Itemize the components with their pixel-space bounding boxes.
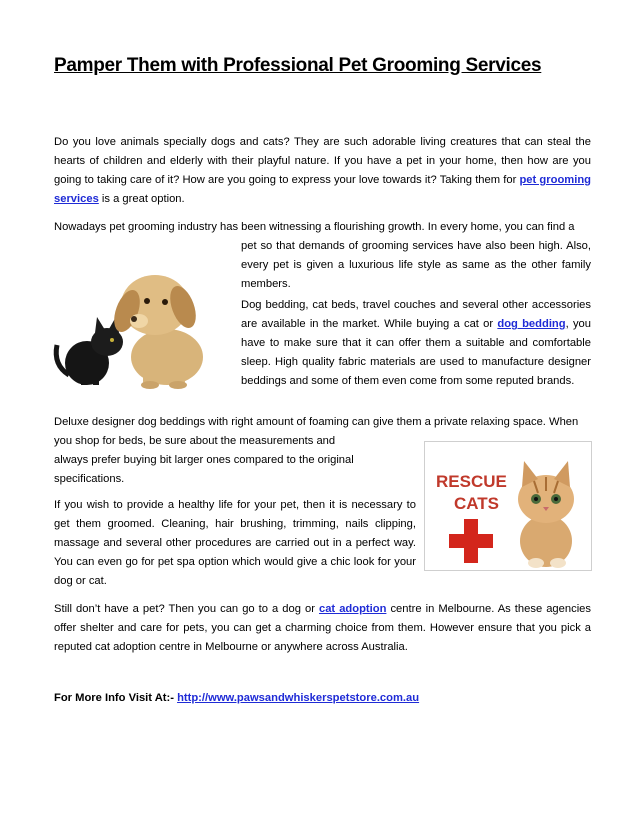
pet-grooming-services-link[interactable]: pet grooming services <box>54 174 591 205</box>
puppy-kitten-illustration <box>47 245 233 389</box>
footer-line <box>54 689 591 708</box>
intro-text-end: is a great option. <box>98 193 185 205</box>
rescue-cats-image <box>424 441 592 571</box>
bedding-text: Dog bedding, cat beds, travel couches and several other accessories are available in the market. While buying a cat or <box>241 299 591 330</box>
cross-horizontal <box>449 534 493 548</box>
deluxe-paragraph-line1: Deluxe designer dog beddings with right amount of foaming can give them a private relaxing space. When <box>54 416 579 428</box>
rescue-text: RESCUE <box>436 472 507 491</box>
deluxe-paragraph-rest: you shop for beds, be sure about the measurements and always prefer buying bit larger ones compared to the original specifications. <box>54 435 354 485</box>
adoption-paragraph <box>54 600 591 657</box>
puppy-kitten-image <box>47 245 233 389</box>
rescue-cats-illustration <box>424 441 592 571</box>
cat-adoption-link[interactable]: cat adoption <box>318 603 387 615</box>
adoption-text: Still don’t have a pet? Then you can go to a dog or <box>54 603 319 615</box>
grooming-paragraph: If you wish to provide a healthy life for your pet, then it is necessary to get them groomed. Cleaning, hair brushing, trimming, nails clipping, massage and several other procedures are carried out in a perfect way. You can even go for pet spa option which would give a chic look for your dog or cat. <box>54 499 416 587</box>
footer-label: For More Info Visit At:- <box>54 692 178 704</box>
bedding-text-end: , you have to make sure that it can offer them a suitable and comfortable sleep. High quality fabric materials are used to manufacture designer beddings and some of them even come from some reputed brands. <box>241 318 591 387</box>
industry-paragraph-line1: Nowadays pet grooming industry has been witnessing a flourishing growth. In every home, you can find a <box>54 221 575 233</box>
intro-text: Do you love animals specially dogs and cats? They are such adorable living creatures that can steal the hearts of children and elderly with their playful nature. If you have a pet in your home, then how are you going to taking care of it? How are you going to express your love towards it? Taking them for <box>54 136 591 186</box>
intro-paragraph <box>54 133 591 209</box>
adoption-text-end: centre in Melbourne. As these agencies offer shelter and care for pets, you can get a charming choice from them. However ensure that you pick a reputed cat adoption centre in Melbourne or anywhere across Australia. <box>54 603 591 653</box>
dog-bedding-link[interactable]: dog bedding <box>497 318 566 330</box>
page-title: Pamper Them with Professional Pet Grooming Services <box>54 55 542 76</box>
cats-text: CATS <box>454 494 500 513</box>
bedding-paragraph <box>241 296 591 391</box>
website-link[interactable]: http://www.pawsandwhiskerspetstore.com.au <box>177 692 420 704</box>
industry-paragraph-rest: pet so that demands of grooming services have also been high. Also, every pet is given a luxurious life style as same as the other family members. <box>241 240 591 290</box>
